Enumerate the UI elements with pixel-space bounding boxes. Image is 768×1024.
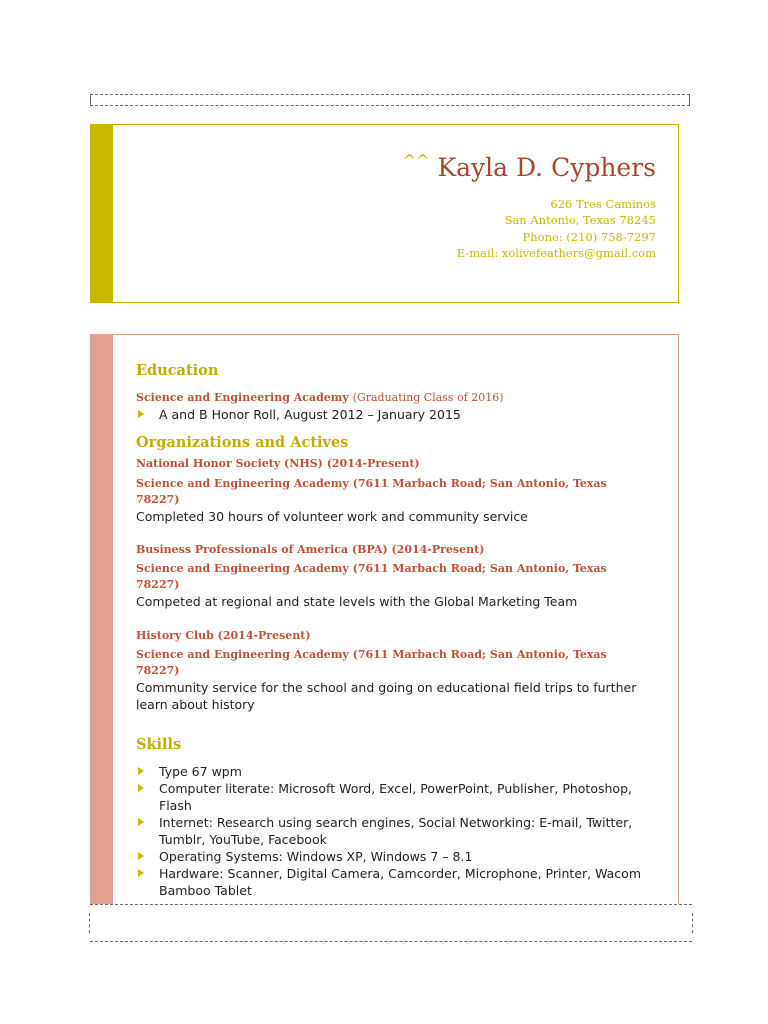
org-entry [136,456,646,525]
org-description: Completed 30 hours of volunteer work and community service [136,509,528,524]
header-placeholder-frame [90,94,690,106]
list-item [136,865,646,899]
address-line-2: San Antonio, Texas 78245 [504,213,656,228]
list-item [136,814,646,848]
org-school: Science and Engineering Academy (7611 Marbach Road; San Antonio, Texas 78227) [136,648,607,677]
resume-body [90,334,679,904]
caret-mark-icon: ^^ [402,151,430,170]
resume-content [136,361,646,899]
organizations-title: Organizations and Actives [136,434,349,451]
list-item-text: Operating Systems: Windows XP, Windows 7 – 8.1 [159,849,473,864]
list-item [136,406,646,423]
bullet-triangle-icon [138,852,144,860]
candidate-name: Kayla D. Cyphers [437,153,656,182]
list-item [136,763,646,780]
org-school: Science and Engineering Academy (7611 Marbach Road; San Antonio, Texas 78227) [136,477,607,506]
phone: Phone: (210) 758-7297 [522,229,656,244]
email: E-mail: xolivefeathers@gmail.com [456,245,656,260]
org-school: Science and Engineering Academy (7611 Marbach Road; San Antonio, Texas 78227) [136,562,607,591]
education-school [136,390,646,406]
frame-edge [692,913,693,933]
org-entry [136,542,646,610]
address-line-1: 626 Tres Caminos [550,197,656,211]
education-list [136,406,646,423]
list-item-text: Internet: Research using search engines, Social Networking: E-mail, Twitter, Tumblr, YouTube, Facebook [159,815,633,847]
list-item-text: A and B Honor Roll, August 2012 – January 2015 [159,407,461,422]
bullet-triangle-icon [138,818,144,826]
contact-block [457,196,656,261]
header-accent-bar [91,125,113,302]
name-line [403,151,656,182]
org-name: History Club (2014-Present) [136,629,311,642]
frame-edge [89,913,90,933]
education-title: Education [136,362,219,379]
org-description: Competed at regional and state levels with the Global Marketing Team [136,594,578,609]
skills-title: Skills [136,736,182,753]
list-item [136,780,646,814]
bullet-triangle-icon [138,767,144,775]
org-description: Community service for the school and going on educational field trips to further learn about history [136,680,637,712]
list-item-text: Hardware: Scanner, Digital Camera, Camcorder, Microphone, Printer, Wacom Bamboo Tablet [159,866,642,898]
skills-list [136,763,646,899]
list-item [136,848,646,865]
education-class-note: (Graduating Class of 2016) [352,391,504,404]
body-accent-bar [91,335,113,904]
bullet-triangle-icon [138,410,144,418]
bullet-triangle-icon [138,784,144,792]
bullet-triangle-icon [138,869,144,877]
footer-placeholder-frame [90,904,692,942]
org-name: Business Professionals of America (BPA) (2014-Present) [136,543,485,556]
header-box [90,124,679,303]
education-school-name: Science and Engineering Academy [136,391,349,404]
org-entry [136,628,646,713]
list-item-text: Type 67 wpm [159,764,242,779]
org-name: National Honor Society (NHS) (2014-Present) [136,457,420,470]
list-item-text: Computer literate: Microsoft Word, Excel, PowerPoint, Publisher, Photoshop, Flash [159,781,632,813]
